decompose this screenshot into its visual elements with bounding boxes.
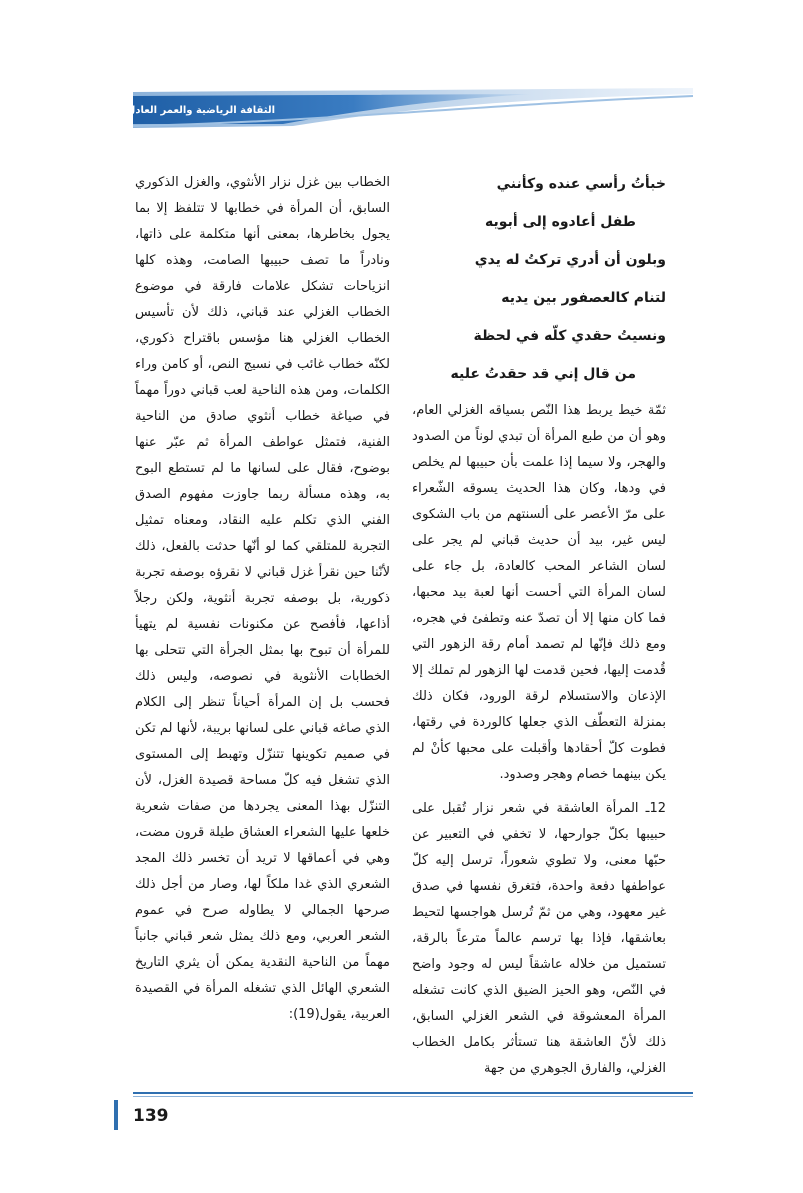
journal-title: الثقافة الرياضية والعمر العادل bbox=[126, 105, 275, 116]
poem-verse: من قال إني قد حقدتُ عليه bbox=[450, 366, 636, 382]
page-edge-marker bbox=[114, 1100, 118, 1130]
left-column bbox=[135, 170, 390, 1022]
body-paragraph: الخطاب بين غزل نزار الأنثوي، والغزل الذكوري السابق، أن المرأة في خطابها لا تتلفظ إلا بما يجول بخاطرها، بمعنى أنها متكلمة على ذاتها، ونادراً ما تصف حبيبها الصامت، وهذه كلها انزياحات تشكل علامات فارقة في موضوع الخطاب الغزلي عند قباني، ذلك لأن تأسيس الخطاب الغزلي هنا مؤسس باقتراح ذكوري، لكنّه خطاب غائب في نسيج النص، أو كامن وراء الكلمات، ومن هذه الناحية لعب قباني دوراً مهماً في صياغة خطاب أنثوي صادق من الناحية الفنية، فتمثل عواطف المرأة ثم عبّر عنها بوضوح، فقال على لسانها ما لم تستطع البوح به، وهذه مسألة ربما جاوزت مفهوم الصدق الفني الذي تكلم عليه النقاد، ومعناه تمثيل التجربة للمتلقي كما لو أنّها حدثت بالفعل، ذلك لأنّنا حين نقرأ غزل قباني لا نقرؤه بوصفه تجربة ذكورية، بل بوصفه تجربة أنثوية، ولكن رجلاً أذاعها، فأفصح عن مكنونات نفسية لم يتهيأ للمرأة أن تبوح بها بمثل الجرأة التي تتحلى بها الخطابات الأنثوية في نصوصه، وليس ذلك فحسب بل إن المرأة أحياناً تنظر إلى الكلام الذي صاغه قباني على لسانها بريبة، لأنها لم تكن في صميم تكوينها تتنزّل وتهبط إلى المستوى الذي تشغل فيه كلّ مساحة قصيدة الغزل، لأن التنزّل بهذا المعنى يجردها من صفات شعرية خلعها عليها الشعراء العشاق طيلة قرون مضت، وهي في أعماقها لا تريد أن تخسر ذلك المجد الشعري الذي غدا ملكاً لها، وصار من أجل ذلك صرحها الجمالي لا يطاوله صرح في عموم الشعر العربي، ومع ذلك يمثل شعر قباني جانباً مهماً من الناحية النقدية يمكن أن يثري التاريخ الشعري الهائل الذي تشغله المرأة في القصيدة العربية، يقول(19): bbox=[135, 175, 390, 1022]
poem-verse: خبأتُ رأسي عنده وكأنني bbox=[496, 176, 666, 192]
poem-verse: ونسيتُ حقدي كلّه في لحظة bbox=[473, 328, 666, 344]
body-paragraph: 12ـ المرأة العاشقة في شعر نزار تُقبل على حبيبها بكلّ جوارحها، لا تخفي في التعبير عن حبّها معنى، ولا تطوي شعوراً، ترسل إليه كلّ عواطفها دفعة واحدة، فتغرق نفسها في صدق غير معهود، وهي من ثمّ تُرسل هواجسها لتحيط بعاشقها، فإذا بها ترسم عالماً مترعاً بالرقة، تستميل من خلاله عاشقاً ليس له وجود واضح في النّص، وهو الحيز الضيق الذي كانت تشغله المرأة المعشوقة في الشعر الغزلي السابق، ذلك لأنّ العاشقة هنا تستأثر بكامل الخطاب الغزلي، والفارق الجوهري من جهة bbox=[412, 801, 666, 1076]
poem-verse: وبلون أن أدري تركتُ له يدي bbox=[474, 252, 666, 268]
footer-rule bbox=[133, 1092, 693, 1094]
right-column bbox=[412, 170, 666, 1076]
footer-rule-thin bbox=[133, 1096, 693, 1097]
page-number: 139 bbox=[133, 1106, 169, 1126]
poem-verse: لتنام كالعصفور بين يديه bbox=[501, 290, 666, 306]
body-paragraph: ثمّة خيط يربط هذا النّص بسياقه الغزلي العام، وهو أن من طبع المرأة أن تبدي لوناً من الصدود والهجر، ولا سيما إذا علمت بأن حبيبها لم يخلص في ودها، وكان هذا الحديث يسوقه الشّعراء على مرّ الأعصر على ألسنتهم من باب الشكوى ليس غير، بيد أن حديث قباني لم يجر على لسان الشاعر المحب كالعادة، بل جاء على لسان المرأة التي أحست أنها لعبة بيد محبها، فما كان منها إلا أن تصدّ عنه وتطفئ في هجره، ومع ذلك فإنّها لم تصمد أمام رقة الزهور التي قُدمت إليها، فحين قدمت لها الزهور لم تملك إلا الإذعان والاستسلام لرقة الورود، فكان ذلك بمنزلة التعطّف الذي جعلها كالوردة في رقتها، فطوت كلّ أحقادها وأقبلت على محبها كأنْ لم يكن بينهما خصام وهجر وصدود. bbox=[412, 403, 666, 782]
poem-verse: طفل أعادوه إلى أبويه bbox=[485, 214, 636, 230]
